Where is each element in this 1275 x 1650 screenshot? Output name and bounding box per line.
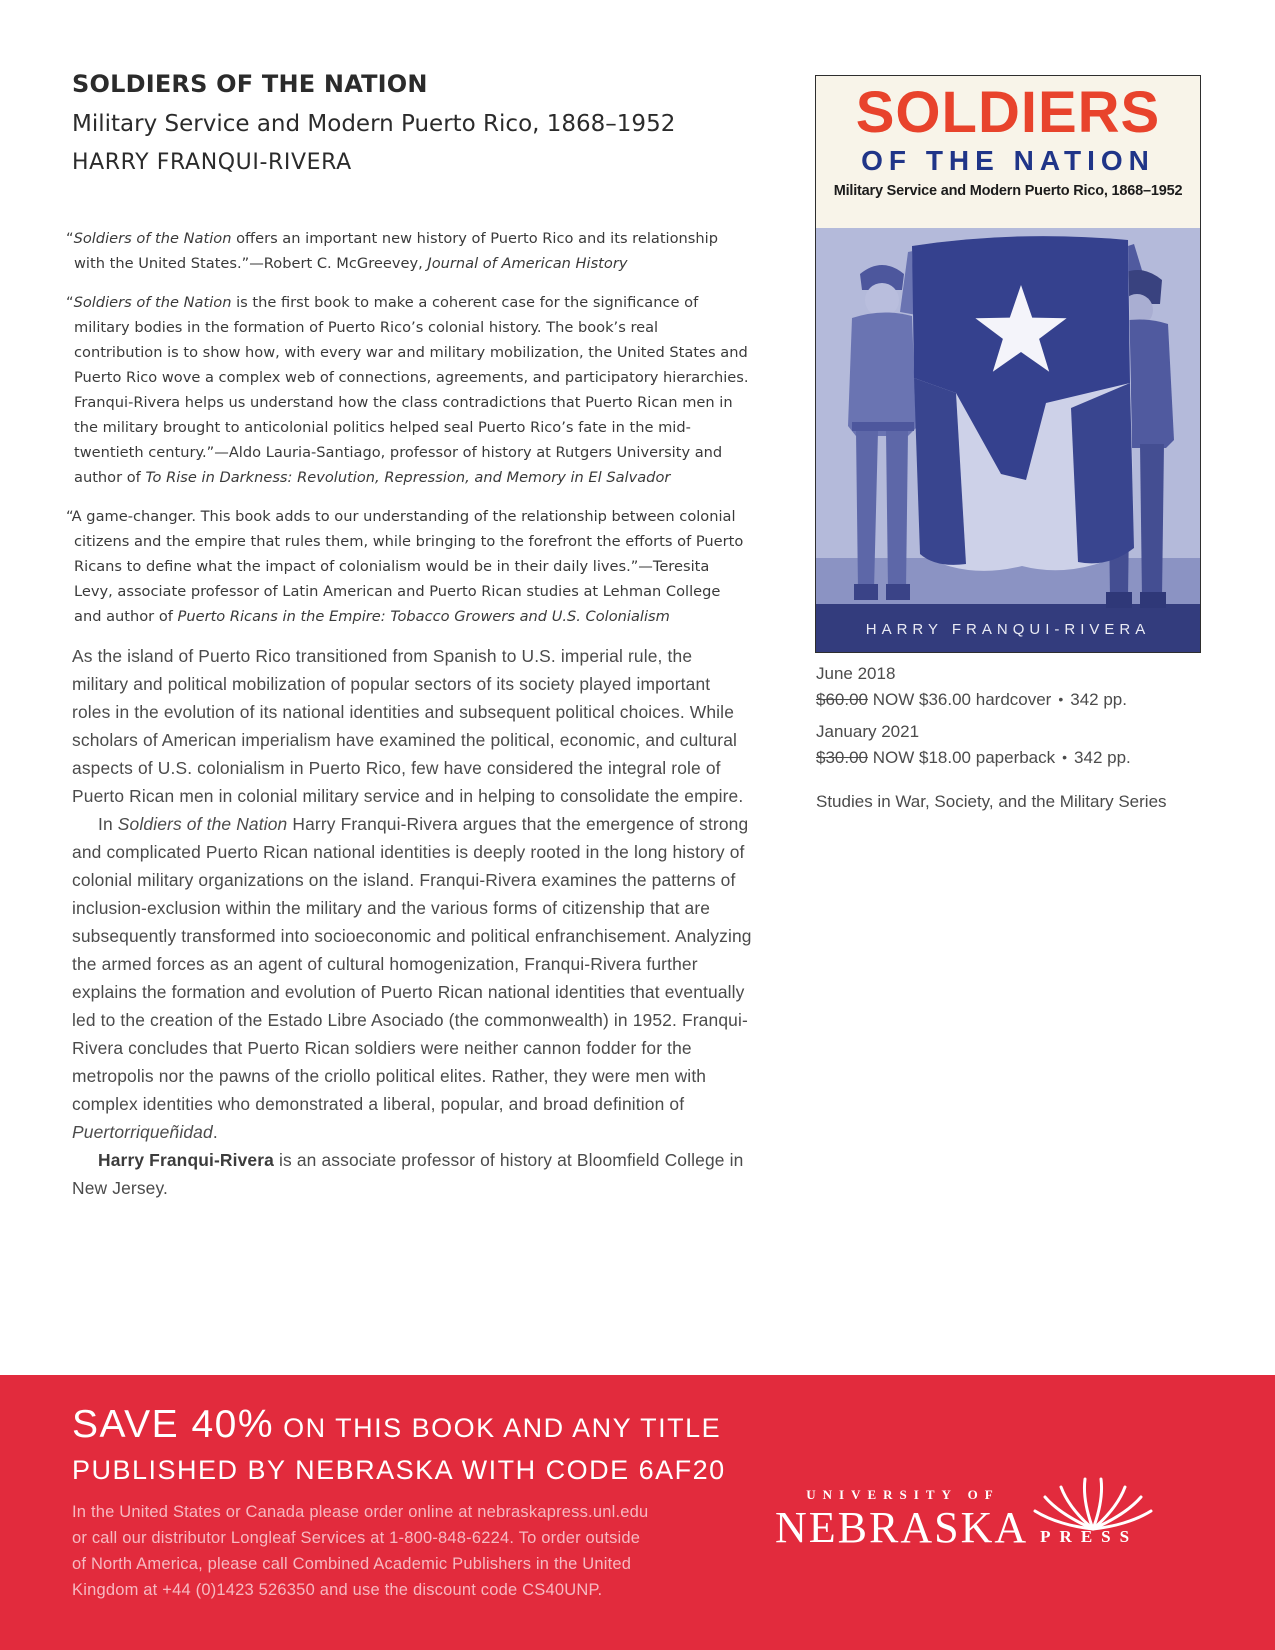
edition-price-line [816, 690, 1236, 710]
title-block [72, 70, 762, 175]
sale-price: $36.00 [919, 690, 972, 709]
cover-subtitle: OF THE NATION [861, 145, 1155, 176]
quote-segment: Journal of American History [427, 255, 628, 272]
edition-date: January 2021 [816, 722, 920, 741]
soldiers-flag-photo-illustration [816, 228, 1200, 652]
description-paragraph [72, 1146, 752, 1202]
edition-price-line [816, 748, 1236, 768]
book-title: SOLDIERS OF THE NATION [72, 70, 428, 98]
book-author: HARRY FRANQUI-RIVERA [72, 150, 352, 175]
promo-banner [0, 1375, 1275, 1650]
page-count: 342 pp. [1074, 748, 1131, 767]
quote-segment: “A game-changer. This book adds to our understanding of the relationship between colonial citizens and the empire that rules them, while bringing to the forefront the efforts of Puerto Ricans to define what the impact of colonialism would be in their daily lives.”—Teresita Levy, associate professor of Latin American and Puerto Rican studies at Lehman College and author of [66, 508, 744, 625]
description-segment: Harry Franqui-Rivera argues that the emergence of strong and complicated Puerto Rican national identities is deeply rooted in the long history of colonial military organizations on the island. Franqui-Rivera examines the patterns of inclusion-exclusion within the military and the various forms of citizenship that are subsequently transformed into socioeconomic and political enfranchisement. Analyzing the armed forces as an agent of cultural homogenization, Franqui-Rivera further explains the formation and evolution of Puerto Rican national identities that eventually led to the creation of the Estado Libre Asociado (the commonwealth) in 1952. Franqui-Rivera concludes that Puerto Rican soldiers were neither cannon fodder for the metropolis nor the pawns of the criollo political elites. Rather, they were men with complex identities who demonstrated a liberal, popular, and broad definition of [72, 814, 752, 1114]
format-label: hardcover [975, 690, 1052, 709]
logo-press: PRESS [1040, 1527, 1139, 1546]
quote-segment: Soldiers of the Nation [73, 230, 232, 247]
promo-headline-rest: ON THIS BOOK AND ANY TITLE [274, 1413, 722, 1443]
pricing-block [816, 664, 1236, 812]
description-segment: . [212, 1122, 218, 1142]
bullet-separator: • [1058, 691, 1064, 707]
edition-entry [816, 664, 1236, 710]
ordering-info [72, 1499, 648, 1603]
edition-date: June 2018 [816, 664, 896, 683]
book-cover [815, 75, 1201, 653]
description-paragraph [72, 810, 752, 1146]
cover-title: SOLDIERS [855, 80, 1161, 145]
logo-nebraska: NEBRASKA [775, 1503, 1029, 1552]
book-subtitle: Military Service and Modern Puerto Rico, 1868–1952 [72, 111, 676, 137]
series-name: Studies in War, Society, and the Military Series [816, 792, 1167, 811]
description-paragraph [72, 642, 752, 810]
save-percent-text: SAVE 40% [72, 1403, 275, 1446]
quote-segment: “ [66, 294, 74, 311]
description-segment: In [98, 814, 118, 834]
description-segment: As the island of Puerto Rico transitioned from Spanish to U.S. imperial rule, the military and political mobilization of popular sectors of its society played important roles in the evolution of its national identities and subsequent political choices. While scholars of American imperialism have examined the political, economic, and cultural aspects of U.S. colonialism in Puerto Rico, few have considered the integral role of Puerto Rican men in colonial military service and in helping to consolidate the empire. [72, 646, 744, 806]
review-quotes [66, 226, 750, 643]
original-price: $30.00 [816, 748, 868, 767]
format-label: paperback [975, 748, 1056, 767]
now-label: NOW [872, 748, 915, 767]
ordering-info-line: In the United States or Canada please order online at nebraskapress.unl.edu [72, 1503, 649, 1521]
promo-headline [72, 1403, 721, 1447]
quote-segment: is the first book to make a coherent case for the significance of military bodies in the formation of Puerto Rico’s colonial history. The book’s real contribution is to show how, with every war and military mobilization, the United States and Puerto Rico wove a complex web of connections, agreements, and participatory hierarchies. Franqui-Rivera helps us understand how the class contradictions that Puerto Rican men in the military brought to anticolonial politics helped seal Puerto Rico’s fate in the mid-twentieth century.”—Aldo Lauria-Santiago, professor of history at Rutgers University and author of [74, 294, 749, 486]
quote-segment: To Rise in Darkness: Revolution, Repression, and Memory in El Salvador [145, 469, 671, 486]
university-of-nebraska-press-logo [775, 1487, 1175, 1550]
ordering-info-line: or call our distributor Longleaf Services at 1-800-848-6224. To order outside [72, 1529, 641, 1547]
now-label: NOW [872, 690, 915, 709]
description-segment: Puertorriqueñidad [72, 1122, 213, 1142]
cover-photo [816, 228, 1200, 652]
sale-price: $18.00 [919, 748, 972, 767]
cover-title-area [816, 76, 1200, 228]
quote-segment: Soldiers of the Nation [73, 294, 232, 311]
ordering-info-line: Kingdom at +44 (0)1423 526350 and use the discount code CS40UNP. [72, 1581, 603, 1599]
review-quote [66, 226, 750, 276]
open-book-icon [1029, 1473, 1157, 1535]
cover-author: HARRY FRANQUI-RIVERA [865, 621, 1151, 638]
cover-tagline: Military Service and Modern Puerto Rico, 1868–1952 [833, 183, 1183, 199]
quote-segment: Puerto Ricans in the Empire: Tobacco Growers and U.S. Colonialism [177, 608, 670, 625]
logo-university-of: UNIVERSITY OF [806, 1487, 1000, 1502]
edition-entry [816, 722, 1236, 768]
description-segment: Soldiers of the Nation [117, 814, 288, 834]
review-quote [66, 504, 750, 629]
book-description [72, 642, 752, 1202]
page-count: 342 pp. [1070, 690, 1127, 709]
quote-segment: offers an important new history of Puerto Rico and its relationship with the United States.”—Robert C. McGreevey, [74, 230, 718, 272]
ordering-info-line: of North America, please call Combined Academic Publishers in the United [72, 1555, 632, 1573]
original-price: $60.00 [816, 690, 868, 709]
quote-segment: “ [66, 230, 74, 247]
editions-list [816, 664, 1236, 768]
bullet-separator: • [1062, 749, 1068, 765]
description-segment: is an associate professor of history at Bloomfield College in New Jersey. [72, 1150, 744, 1198]
review-quote [66, 290, 750, 490]
promo-headline-line2: PUBLISHED BY NEBRASKA WITH CODE 6AF20 [72, 1455, 726, 1485]
description-segment: Harry Franqui-Rivera [98, 1150, 274, 1170]
